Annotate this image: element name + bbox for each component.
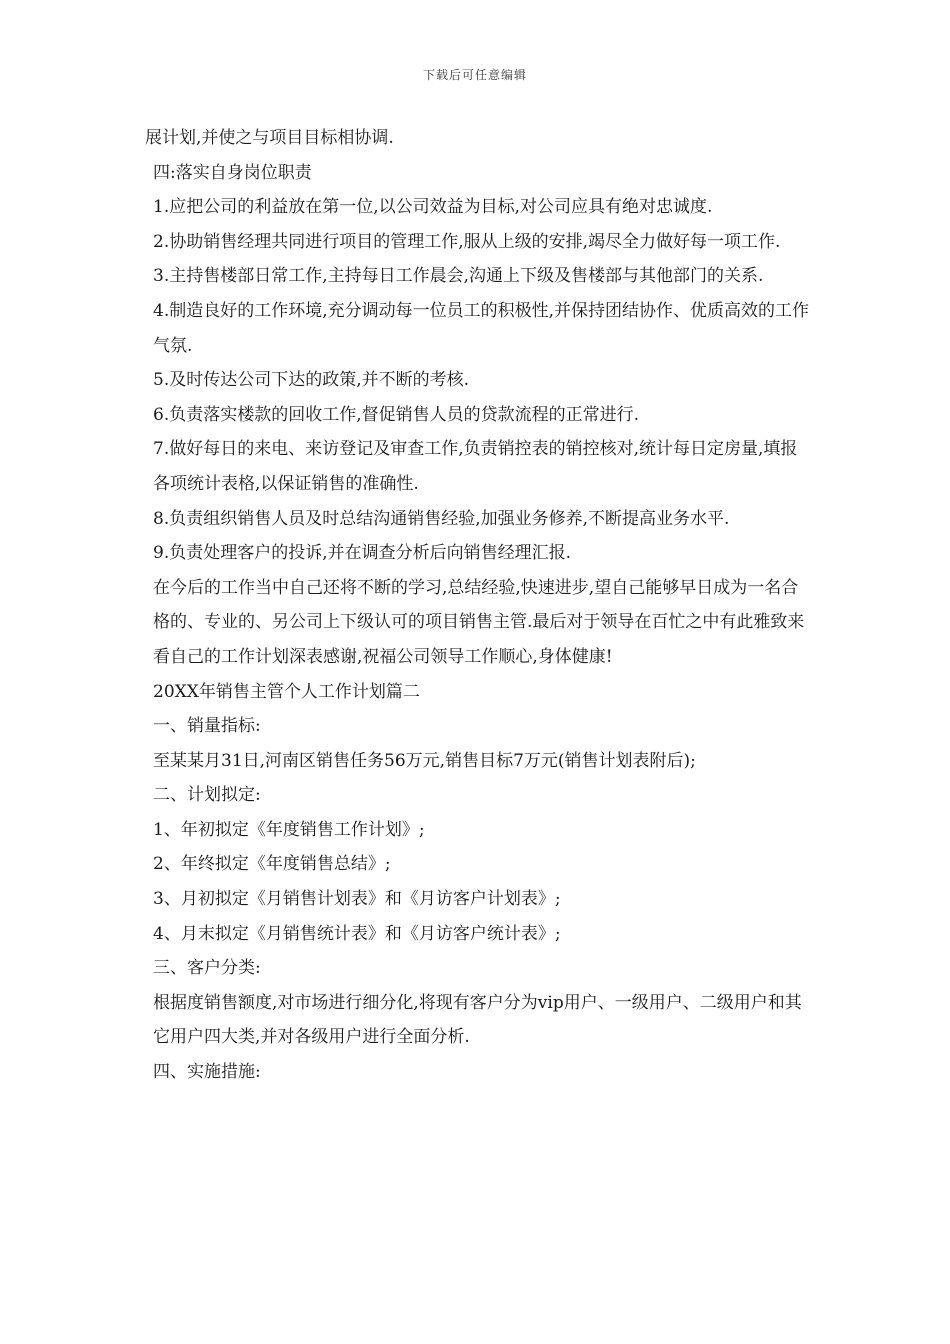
section-heading: 四:落实自身岗位职责: [153, 162, 312, 183]
document-body: [145, 121, 810, 1090]
section-heading: 四、实施措施:: [153, 1062, 261, 1083]
list-item: 2.协助销售经理共同进行项目的管理工作,服从上级的安排,竭尽全力做好每一项工作.: [153, 231, 781, 252]
section-heading: 二、计划拟定:: [153, 785, 261, 806]
paragraph: 至某某月31日,河南区销售任务56万元,销售目标7万元(销售计划表附后);: [153, 750, 696, 771]
list-item: 1.应把公司的利益放在第一位,以公司效益为目标,对公司应具有绝对忠诚度.: [153, 197, 713, 218]
section-heading: 三、客户分类:: [153, 958, 261, 979]
paragraph: 在今后的工作当中自己还将不断的学习,总结经验,快速进步,望自己能够早日成为一名合格的、专业的、另公司上下级认可的项目销售主管.最后对于领导在百忙之中有此雅致来看自己的工作计划深表感谢,祝福公司领导工作顺心,身体健康!: [153, 577, 805, 667]
list-item: 9.负责处理客户的投诉,并在调查分析后向销售经理汇报.: [153, 543, 572, 564]
list-item: 3.主持售楼部日常工作,主持每日工作晨会,沟通上下级及售楼部与其他部门的关系.: [153, 266, 764, 287]
list-item: 1、年初拟定《年度销售工作计划》;: [153, 819, 425, 840]
list-item: 7.做好每日的来电、来访登记及审查工作,负责销控表的销控核对,统计每日定房量,填报各项统计表格,以保证销售的准确性.: [153, 439, 798, 494]
paragraph: 展计划,并使之与项目目标相协调.: [145, 128, 394, 148]
list-item: 8.负责组织销售人员及时总结沟通销售经验,加强业务修养,不断提高业务水平.: [153, 508, 730, 529]
list-item: 4、月末拟定《月销售统计表》和《月访客户统计表》;: [153, 923, 561, 944]
paragraph: 根据度销售额度,对市场进行细分化,将现有客户分为vip用户、一级用户、二级用户和其它用户四大类,并对各级用户进行全面分析.: [153, 992, 802, 1048]
section-heading: 一、销量指标:: [153, 716, 261, 737]
page-header: 下载后可任意编辑: [422, 68, 527, 82]
list-item: 5.及时传达公司下达的政策,并不断的考核.: [153, 370, 470, 391]
section-title: 20XX年销售主管个人工作计划篇二: [153, 681, 420, 702]
list-item: 4.制造良好的工作环境,充分调动每一位员工的积极性,并保持团结协作、优质高效的工作气氛.: [153, 300, 810, 356]
list-item: 6.负责落实楼款的回收工作,督促销售人员的贷款流程的正常进行.: [153, 404, 640, 425]
list-item: 2、年终拟定《年度销售总结》;: [153, 854, 391, 875]
list-item: 3、月初拟定《月销售计划表》和《月访客户计划表》;: [153, 889, 561, 910]
